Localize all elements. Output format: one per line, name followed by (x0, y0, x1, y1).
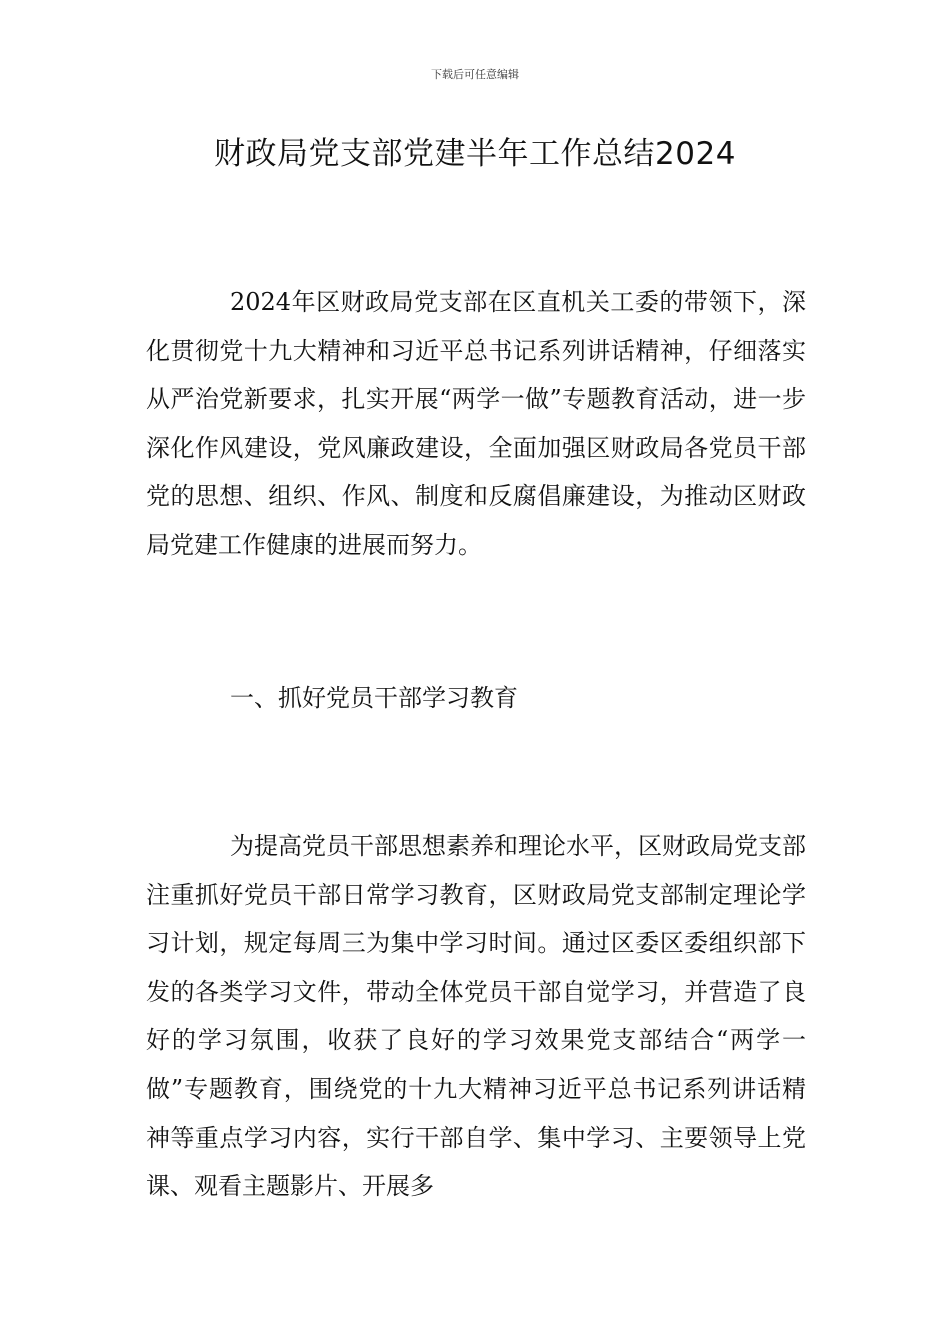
header-note: 下载后可任意编辑 (431, 68, 519, 81)
body-paragraph-1: 2024年区财政局党支部在区直机关工委的带领下，深化贯彻党十九大精神和习近平总书记系列讲话精神，仔细落实从严治党新要求，扎实开展“两学一做”专题教育活动，进一步深化作风建设，党风廉政建设，全面加强区财政局各党员干部党的思想、组织、作风、制度和反腐倡廉建设，为推动区财政局党建工作健康的进展而努力。 (146, 288, 806, 559)
section-heading-1: 一、抓好党员干部学习教育 (230, 684, 518, 712)
body-paragraph-2: 为提高党员干部思想素养和理论水平，区财政局党支部注重抓好党员干部日常学习教育，区财政局党支部制定理论学习计划，规定每周三为集中学习时间。通过区委区委组织部下发的各类学习文件，带动全体党员干部自觉学习，并营造了良好的学习氛围，收获了良好的学习效果党支部结合“两学一做”专题教育，围绕党的十九大精神习近平总书记系列讲话精神等重点学习内容，实行干部自学、集中学习、主要领导上党课、观看主题影片、开展多 (146, 832, 806, 1201)
document-title: 财政局党支部党建半年工作总结2024 (214, 136, 736, 172)
